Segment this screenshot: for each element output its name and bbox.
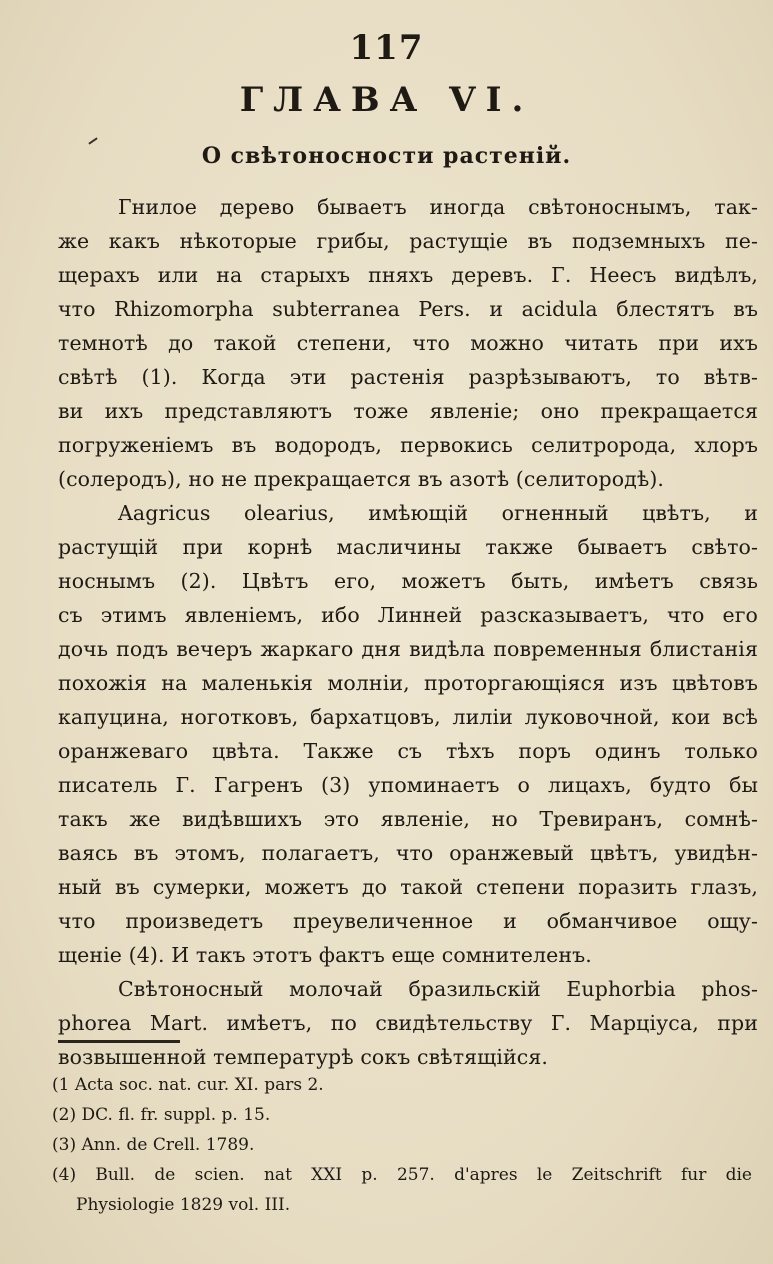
text-line: носнымъ (2). Цвѣтъ его, можетъ быть, имѣетъ связь xyxy=(58,569,758,593)
text-line: похожія на маленькія молніи, проторгающіяся изъ цвѣтовъ xyxy=(58,671,758,695)
text-line: ный въ сумерки, можетъ до такой степени поразить глазъ, xyxy=(58,875,758,899)
text-line: свѣтѣ (1). Когда эти растенія разрѣзываютъ, то вѣтв- xyxy=(58,365,758,389)
text-line: щерахъ или на старыхъ пняхъ деревъ. Г. Неесъ видѣлъ, xyxy=(58,263,758,287)
text-line: капуцина, ноготковъ, бархатцовъ, лиліи луковочной, кои всѣ xyxy=(58,705,758,729)
page-number: 117 xyxy=(349,28,424,68)
text-line: что произведетъ преувеличенное и обманчивое ощу- xyxy=(58,909,758,933)
text-line: писатель Г. Гагренъ (3) упоминаетъ о лицахъ, будто бы xyxy=(58,773,758,797)
text-line: возвышенной температурѣ сокъ свѣтящійся. xyxy=(58,1045,548,1069)
footnote-line: (1 Acta soc. nat. cur. XI. pars 2. xyxy=(52,1075,324,1095)
footnote-line: Physiologie 1829 vol. III. xyxy=(76,1195,291,1215)
text-line: что Rhizomorpha subterranea Pers. и acidula блестятъ въ xyxy=(58,297,758,321)
text-line: Гнилое дерево бываетъ иногда свѣтоноснымъ, так- xyxy=(118,195,758,219)
text-line: ви ихъ представляютъ тоже явленіе; оно прекращается xyxy=(58,399,758,423)
text-line: (солеродъ), но не прекращается въ азотѣ (селитородѣ). xyxy=(58,467,665,491)
footnote-line: (3) Ann. de Crell. 1789. xyxy=(52,1135,255,1155)
text-line: оранжеваго цвѣта. Также съ тѣхъ поръ одинъ только xyxy=(58,739,758,763)
text-line: такъ же видѣвшихъ это явленіе, но Тревиранъ, сомнѣ- xyxy=(58,807,758,831)
text-line: Aagricus olearius, имѣющій огненный цвѣтъ, и xyxy=(118,501,758,525)
text-line: же какъ нѣкоторые грибы, растущіе въ подземныхъ пе- xyxy=(58,229,758,253)
footnote-line: (4) Bull. de scien. nat XXI p. 257. d'apres le Zeitschrift fur die xyxy=(52,1165,752,1185)
footnote-divider xyxy=(58,1040,180,1043)
text-line: дочь подъ вечеръ жаркаго дня видѣла повременныя блистанія xyxy=(58,637,758,661)
text-line: phorea Mart. имѣетъ, по свидѣтельству Г. Марціуса, при xyxy=(58,1011,758,1035)
footnotes xyxy=(52,1070,752,1220)
text-line: Свѣтоносный молочай бразильскій Euphorbia phos- xyxy=(118,977,758,1001)
section-title: О свѣтоносности растеній. xyxy=(201,143,572,169)
text-line: темнотѣ до такой степени, что можно читать при ихъ xyxy=(58,331,758,355)
text-line: погруженіемъ въ водородъ, первокись селитророда, хлоръ xyxy=(58,433,758,457)
body-text xyxy=(58,190,758,1074)
footnote-line: (2) DC. fl. fr. suppl. p. 15. xyxy=(52,1105,271,1125)
chapter-heading: ГЛАВА VI. xyxy=(239,80,534,120)
text-line: растущій при корнѣ масличины также бываетъ свѣто- xyxy=(58,535,758,559)
text-line: щеніе (4). И такъ этотъ фактъ еще сомнителенъ. xyxy=(58,943,592,967)
text-line: ваясь въ этомъ, полагаетъ, что оранжевый цвѣтъ, увидѣн- xyxy=(58,841,758,865)
text-line: съ этимъ явленіемъ, ибо Линней разсказываетъ, что его xyxy=(58,603,758,627)
